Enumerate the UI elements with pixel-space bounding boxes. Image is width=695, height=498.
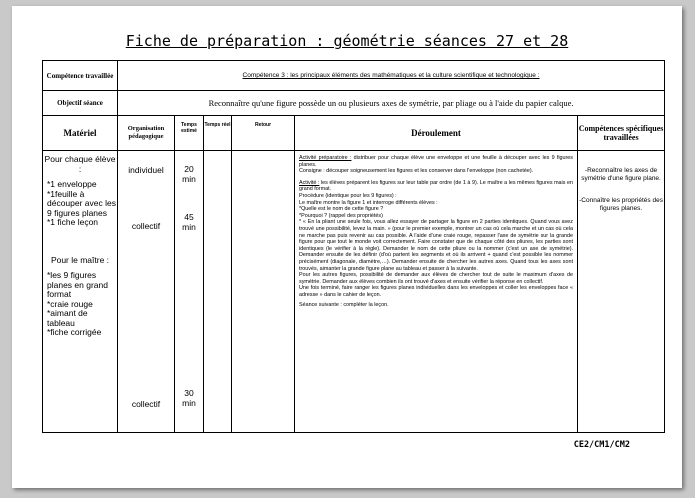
maitre-text: Le maître montre la figure 1 et interroge différents élèves : [299, 199, 438, 206]
activite-text: les élèves préparent les figures sur leur table par ordre (de 1 à 9). Le maître a les mêmes figures mais en grand format. [299, 179, 573, 193]
temps-reel-cell [204, 151, 232, 433]
temps-item: 30 min [182, 388, 196, 408]
activite-title: Activité : [299, 179, 320, 186]
retour-cell [232, 151, 295, 433]
organisation-cell [118, 151, 175, 433]
organisation-item: collectif [131, 221, 161, 231]
temps-item: 45 min [182, 212, 196, 232]
materiel-item: *fiche corrigée [47, 327, 102, 337]
header-temps-estime: Temps estimé [175, 116, 204, 151]
materiel-item: *craie rouge [47, 298, 93, 309]
competence-row [43, 61, 665, 91]
materiel-cell [43, 151, 118, 433]
competence-value: Compétence 3 : les principaux éléments des mathématiques et la culture scientifique et technologique : [118, 61, 665, 91]
fin-text: Une fois terminé, faire ranger les figures planes individuelles dans les enveloppes et coller les enveloppes face « adresse » dans le cahier de leçon. [299, 285, 573, 298]
competences-cell [578, 151, 665, 433]
materiel-maitre-heading: Pour le maître : [50, 254, 110, 265]
temps-item: 20 min [182, 164, 196, 184]
header-organisation: Organisation pédagogique [118, 116, 175, 151]
header-competences: Compétences spécifiques travaillées [578, 116, 665, 151]
temps-estime-cell [175, 151, 204, 433]
seance-suivante-text: Séance suivante : compléter la leçon. [299, 302, 389, 309]
header-retour: Retour [232, 116, 295, 151]
materiel-item: *aimant de tableau [47, 308, 88, 328]
consigne-text: Consigne : découper soigneusement les figures et les conserver dans l'enveloppe (non cachetée). [299, 168, 534, 175]
header-deroulement: Déroulement [295, 116, 578, 151]
activite-preparatoire-text: distribuer pour chaque élève une enveloppe et une feuille à découper avec les 9 figures planes. [299, 155, 573, 168]
activite-preparatoire-title: Activité préparatoire : [299, 155, 352, 161]
materiel-item: *1 fiche leçon [47, 217, 99, 227]
competence-label: Compétence travaillée [43, 61, 118, 91]
content-row [43, 151, 665, 433]
materiel-item: *les 9 figures planes en grand format [47, 270, 108, 299]
organisation-item: collectif [131, 399, 161, 409]
organisation-item: individuel [128, 165, 164, 175]
competence-item: -Connaître les propriétés des figures planes. [579, 197, 663, 212]
materiel-item: *1 enveloppe [47, 179, 97, 189]
materiel-eleve-heading: Pour chaque élève : [44, 154, 116, 174]
page-title: Fiche de préparation : géométrie séances 27 et 28 [125, 32, 569, 50]
class-level-label: CE2/CM1/CM2 [573, 440, 630, 450]
header-temps-reel: Temps réel [204, 116, 232, 151]
header-materiel: Matériel [43, 116, 118, 151]
question-3: * « En la pliant une seule fois, vous allez essayer de partager la figure en 2 parties identiques. Quand vous avez trouvé une possibilité, levez la main. » (pour le premier exemple, montrer un cas où cela marche et un cas où cela ne marche pas puis revenir au cas possible. A l'aide d'une craie rouge, repasser l'axe de symétrie sur la grande figure pour que tout le monde voit correctement. Faire constater que de chaque côté des pliures, les parties sont identiques (le vérifier à la règle). Demander le nom de cette pliure ou la nommer (c'est un axe de symétrie). Demander ensuite de les définir (d'où partent les segments et où ils arrivent + quand c'est possible les nommer précisément (diagonale, diamètre,…). Demander ensuite de chercher les autres axes. Quand tous les axes sont trouvés, aimanter la grande figure plane au tableau et passer à la suivante. [299, 219, 573, 272]
objectif-label: Objectif séance [43, 91, 118, 116]
objectif-value: Reconnaître qu'une figure possède un ou plusieurs axes de symétrie, par pliage ou à l'aide du papier calque. [118, 91, 665, 116]
competence-item: -Reconnaître les axes de symétrie d'une figure plane. [581, 167, 661, 182]
procedure-text: Procédure (identique pour les 9 figures) : [299, 192, 397, 199]
objectif-row [43, 91, 665, 116]
deroulement-cell [295, 151, 578, 433]
header-row [43, 116, 665, 151]
question-2: *Pourquoi ? (rappel des propriétés) [299, 212, 383, 219]
materiel-item: *1feuille à découper avec les 9 figures planes [47, 188, 116, 218]
document-page [12, 6, 682, 488]
preparation-table [42, 60, 665, 433]
autres-figures-text: Pour les autres figures, possibilité de demander aux élèves de chercher tout de suite le maximum d'axes de symétrie. Demander aux élèves combien ils ont trouvé d'axes et ensuite vérifier la réponse en collectif. [299, 272, 573, 285]
question-1: *Quelle est le nom de cette figure ? [299, 206, 384, 213]
